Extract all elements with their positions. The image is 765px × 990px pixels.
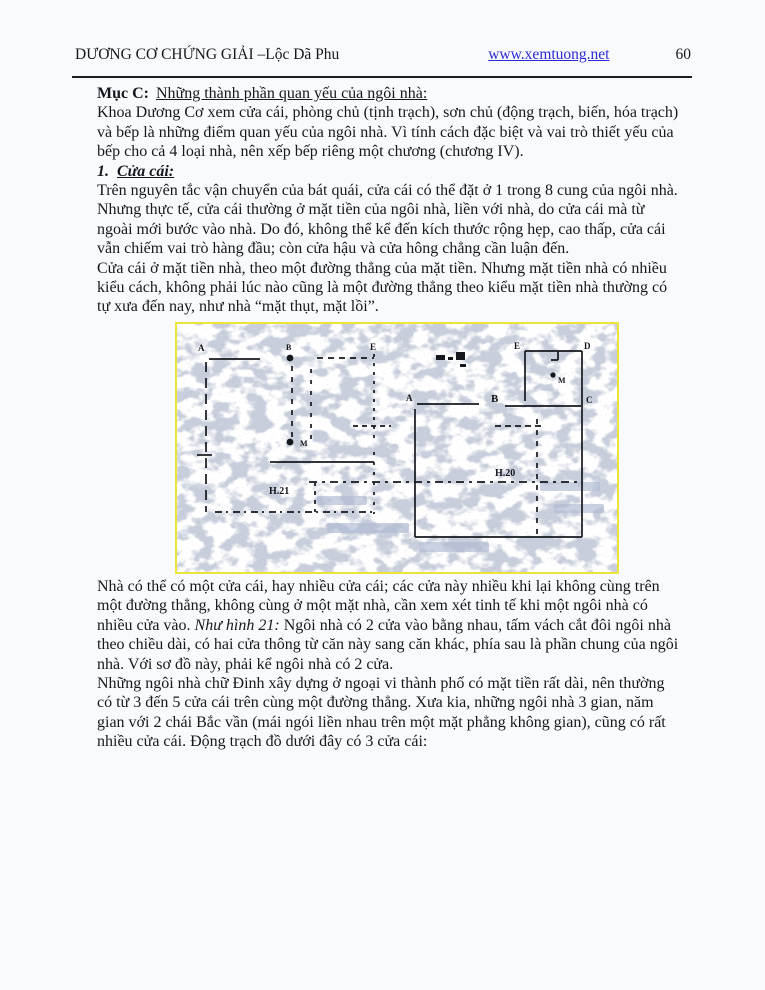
paragraph-dinh-houses: Những ngôi nhà chữ Đinh xây dựng ở ngoại vi thành phố có mặt tiền rất dài, nên thường có từ 3 đến 5 cửa cái trên cùng một đường thẳng. Xưa kia, những ngôi nhà 3 gian, năm gian với 2 chái Bắc vần (mái ngói liền nhau trên một mặt phẳng không gian), cũng có rất nhiều cửa cái. Động trạch đồ dưới đây có 3 cửa cái: <box>97 674 666 751</box>
figure-label-b2: B <box>491 392 499 405</box>
multiple-doors-text-before: Nhà có thể có một cửa cái, hay nhiều cửa cái; các cửa này nhiều khi lại không cùng trên một đường thẳng, không cùng ở một mặt nhà, cần xem xét tinh tế khi một ngôi nhà có nhiều cửa vào. <box>97 577 660 634</box>
website-link[interactable]: www.xemtuong.net <box>488 46 610 63</box>
multiple-doors-text-after: Ngôi nhà có 2 cửa vào bằng nhau, tấm vách cắt đôi ngôi nhà theo chiều dài, có hai cửa thông từ căn này sang căn khác, phía sau là phần chung của ngôi nhà. Với sơ đồ này, phải kể ngôi nhà có 2 cửa. <box>97 616 679 673</box>
section-1-number: 1. <box>97 162 109 180</box>
header-divider <box>72 76 692 78</box>
section-1-heading <box>97 162 683 181</box>
page-number: 60 <box>675 46 691 63</box>
section-1-title: Cửa cái: <box>117 162 175 180</box>
section-c-title: Những thành phần quan yếu của ngôi nhà: <box>155 85 428 102</box>
floorplan-figure <box>175 322 619 574</box>
figure-label-h20: H.20 <box>495 467 516 479</box>
figure-label-m2: M <box>558 375 566 385</box>
floorplan-scan <box>177 324 617 572</box>
figure-label-e2: E <box>514 340 521 351</box>
section-c-label: Mục C: <box>97 85 149 102</box>
figure-label-a1: A <box>198 342 205 353</box>
right-house-door-dot <box>550 372 555 377</box>
section-c-heading <box>97 84 683 103</box>
figure-21-reference: Như hình 21: <box>194 616 280 634</box>
page-header <box>75 46 691 64</box>
figure-label-h21: H.21 <box>269 485 290 497</box>
figure-label-c2: C <box>586 394 593 405</box>
figure-label-d2: D <box>584 340 591 351</box>
paragraph-door-principle: Trên nguyên tắc vận chuyển của bát quái, cửa cái có thể đặt ở 1 trong 8 cung của ngôi nhà. Nhưng thực tế, cửa cái thường ở mặt tiền của ngôi nhà, liền với nhà, do cửa cái mà từ ngoài mới bước vào nhà. Do đó, không thể kể đến kích thước rộng hẹp, cao thấp, cửa cái vẫn chiếm vai trò hàng đầu; còn cửa hậu và cửa hông chẳng cần luận đến. <box>97 182 678 258</box>
paragraph-multiple-doors <box>97 577 683 674</box>
paragraph-intro: Khoa Dương Cơ xem cửa cái, phòng chủ (tịnh trạch), sơn chủ (động trạch, biến, hóa trạch) và bếp là những điểm quan yếu của ngôi nhà. Vì tính cách đặc biệt và vai trò thiết yếu của bếp cho cả 4 loại nhà, nên xếp bếp riêng một chương (chương IV). <box>97 104 679 161</box>
figure-label-e1: E <box>370 341 377 352</box>
document-title: DƯƠNG CƠ CHỨNG GIẢI –Lộc Dã Phu <box>75 46 340 63</box>
paragraph-front-line: Cửa cái ở mặt tiền nhà, theo một đường thẳng của mặt tiền. Nhưng mặt tiền nhà có nhiều kiểu cách, không phải lúc nào cũng là một đường thẳng theo kiểu mặt tiền nhà thường có tự xưa đến nay, như nhà “mặt thụt, mặt lồi”. <box>97 259 668 316</box>
figure-label-m1: M <box>300 438 308 448</box>
figure-label-b1: B <box>286 342 292 352</box>
figure-label-a2: A <box>406 392 413 403</box>
body-content <box>97 84 683 752</box>
scan-noise-speckle <box>177 324 617 572</box>
